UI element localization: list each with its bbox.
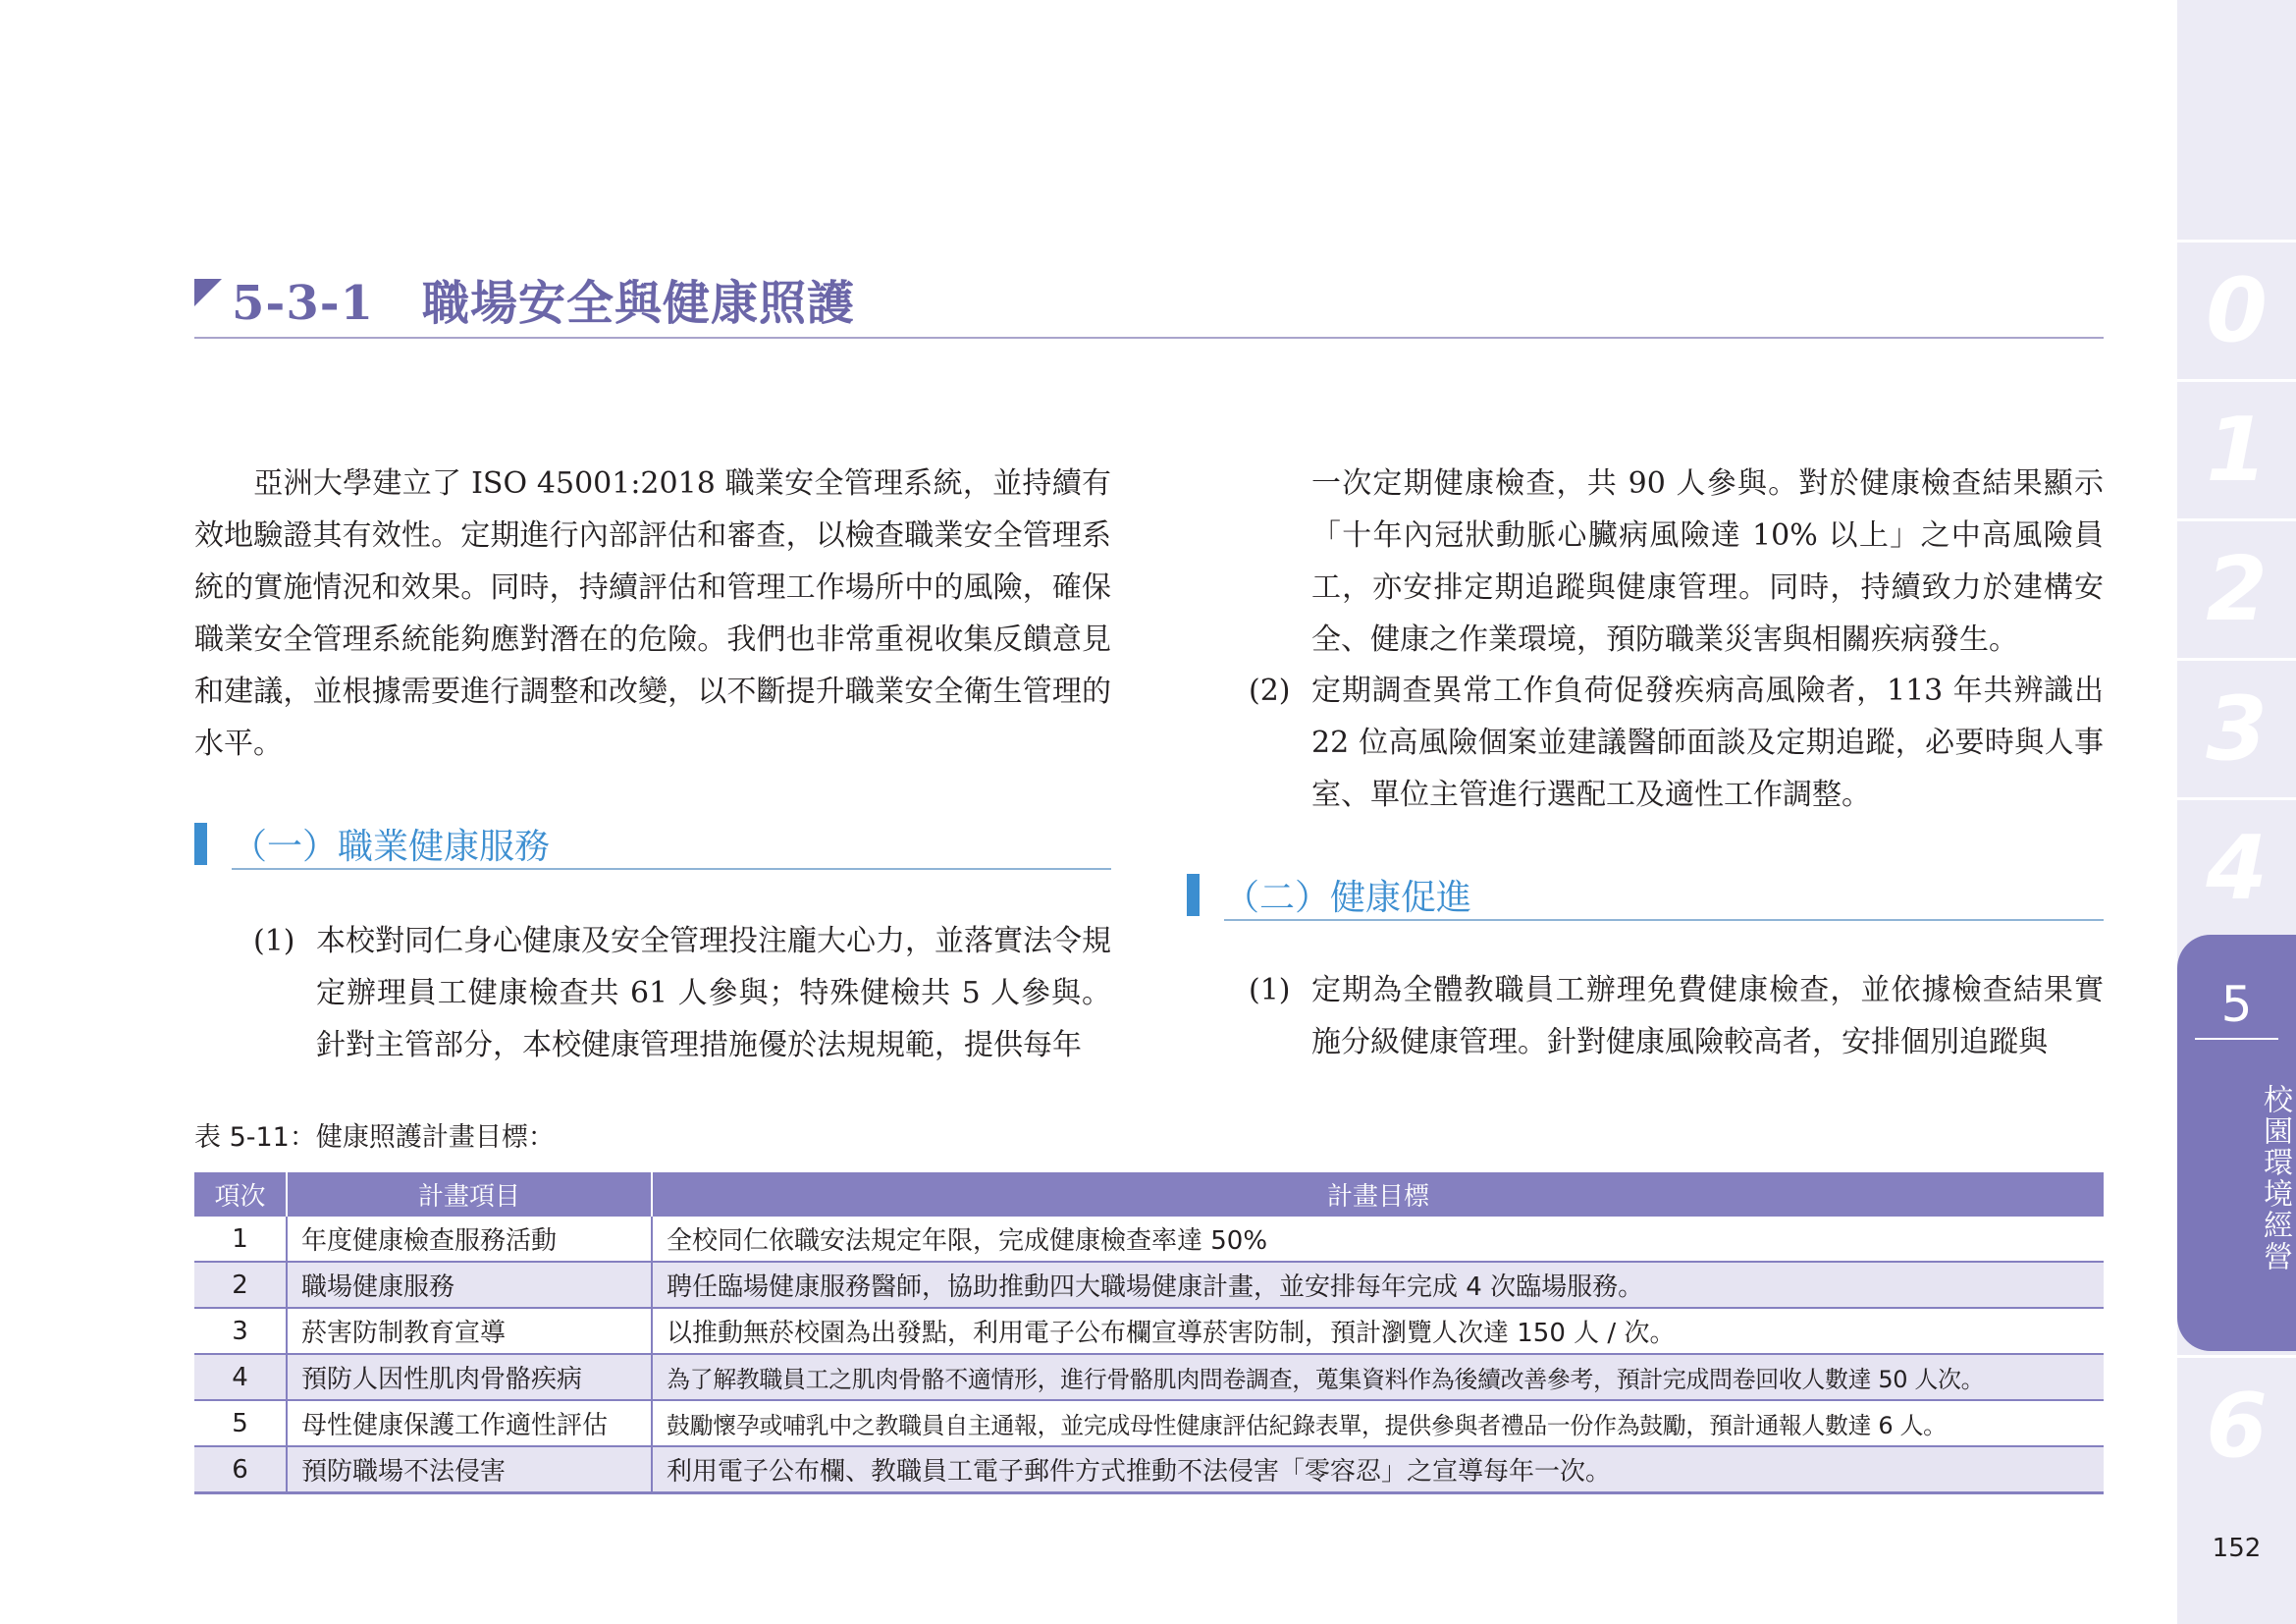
active-tab-divider <box>2195 1038 2278 1040</box>
triangle-marker-icon <box>194 279 222 306</box>
subsection-2-title: （二）健康促進 <box>1224 878 1472 918</box>
chapter-sidebar <box>2177 0 2296 1624</box>
item-text: 定期為全體教職員工辦理免費健康檢查，並依據檢查結果實施分級健康管理。針對健康風險較高者，安排個別追蹤與 <box>1311 973 2104 1059</box>
right-item-2 <box>1249 665 2104 822</box>
cell-item: 預防職場不法侵害 <box>287 1446 652 1493</box>
cell-item: 母性健康保護工作適性評估 <box>287 1400 652 1446</box>
chapter-tab-0[interactable] <box>2177 240 2296 380</box>
health-plan-table <box>194 1172 2104 1494</box>
chapter-tab-digit: 0 <box>2206 259 2268 362</box>
cell-no: 6 <box>194 1446 287 1493</box>
header-item-no: 項次 <box>194 1172 287 1217</box>
cell-goal: 以推動無菸校園為出發點，利用電子公布欄宣導菸害防制，預計瀏覽人次達 150 人 / 次。 <box>652 1308 2104 1354</box>
intro-text: 亞洲大學建立了 ISO 45001:2018 職業安全管理系統，並持續有效地驗證其有效性。定期進行內部評估和審查，以檢查職業安全管理系統的實施情況和效果。同時，持續評估和管理工作場所中的風險，確保職業安全管理系統能夠應對潛在的危險。我們也非常重視收集反饋意見和建議，並根據需要進行調整和改變，以不斷提升職業安全衛生管理的水平。 <box>194 466 1111 761</box>
subsection-2-item-1 <box>1249 964 2104 1072</box>
chapter-tab-digit: 2 <box>2206 538 2268 641</box>
chapter-tab-digit: 6 <box>2206 1375 2268 1478</box>
cell-item: 職場健康服務 <box>287 1262 652 1308</box>
cell-goal: 聘任臨場健康服務醫師，協助推動四大職場健康計畫，並安排每年完成 4 次臨場服務。 <box>652 1262 2104 1308</box>
cell-item: 菸害防制教育宣導 <box>287 1308 652 1354</box>
item-number: (2) <box>1249 674 1291 708</box>
subsection-1-item-1 <box>253 915 1111 1072</box>
cell-no: 2 <box>194 1262 287 1308</box>
item-text: 定期調查異常工作負荷促發疾病高風險者，113 年共辨識出 22 位高風險個案並建議醫師面談及定期追蹤，必要時與人事室、單位主管進行選配工及適性工作調整。 <box>1311 674 2104 812</box>
cell-no: 3 <box>194 1308 287 1354</box>
table-header-row <box>194 1172 2104 1217</box>
table-row <box>194 1446 2104 1493</box>
active-chapter-label: 校園環境經營 <box>2258 1084 2292 1272</box>
cell-goal: 為了解教職員工之肌肉骨骼不適情形，進行骨骼肌肉問卷調查，蒐集資料作為後續改善參考，預計完成問卷回收人數達 50 人次。 <box>652 1354 2104 1400</box>
item-number: (1) <box>253 924 295 958</box>
header-plan-goal: 計畫目標 <box>652 1172 2104 1217</box>
item-text: 本校對同仁身心健康及安全管理投注龐大心力，並落實法令規定辦理員工健康檢查共 61 人參與；特殊健檢共 5 人參與。針對主管部分，本校健康管理措施優於法規規範，提供每年 <box>316 924 1111 1062</box>
chapter-tab-1[interactable] <box>2177 379 2296 519</box>
cell-goal: 利用電子公布欄、教職員工電子郵件方式推動不法侵害「零容忍」之宣導每年一次。 <box>652 1446 2104 1493</box>
heading-bar-icon <box>194 823 207 865</box>
item-number: (1) <box>1249 973 1291 1007</box>
chapter-tab-5-active[interactable] <box>2177 935 2296 1351</box>
table-row <box>194 1308 2104 1354</box>
cell-no: 1 <box>194 1217 287 1262</box>
section-heading <box>194 263 2104 339</box>
subsection-1-title: （一）職業健康服務 <box>232 827 551 867</box>
table-caption: 表 5-11：健康照護計畫目標： <box>194 1122 555 1153</box>
subsection-1-heading <box>232 817 1111 870</box>
chapter-tab-2[interactable] <box>2177 518 2296 659</box>
subsection-2-heading <box>1224 868 2104 921</box>
header-plan-item: 計畫項目 <box>287 1172 652 1217</box>
cell-no: 4 <box>194 1354 287 1400</box>
cell-goal: 全校同仁依職安法規定年限，完成健康檢查率達 50% <box>652 1217 2104 1262</box>
cell-no: 5 <box>194 1400 287 1446</box>
chapter-tab-digit: 4 <box>2206 817 2268 920</box>
table-row <box>194 1262 2104 1308</box>
cell-goal: 鼓勵懷孕或哺乳中之教職員自主通報，並完成母性健康評估紀錄表單，提供參與者禮品一份作為鼓勵，預計通報人數達 6 人。 <box>652 1400 2104 1446</box>
right-continuation-paragraph: 一次定期健康檢查，共 90 人參與。對於健康檢查結果顯示「十年內冠狀動脈心臟病風險達 10% 以上」之中高風險員工，亦安排定期追蹤與健康管理。同時，持續致力於建構安全、健康之作業環境，預防職業災害與相關疾病發生。 <box>1311 466 2104 657</box>
cell-item: 年度健康檢查服務活動 <box>287 1217 652 1262</box>
cell-item: 預防人因性肌肉骨骼疾病 <box>287 1354 652 1400</box>
page-number: 152 <box>2212 1534 2262 1563</box>
chapter-tab-3[interactable] <box>2177 658 2296 798</box>
chapter-tab-4[interactable] <box>2177 797 2296 938</box>
intro-paragraph <box>194 458 1111 770</box>
table-row <box>194 1217 2104 1262</box>
chapter-tab-digit: 1 <box>2206 399 2268 502</box>
table-row <box>194 1400 2104 1446</box>
section-title: 5-3-1 職場安全與健康照護 <box>232 276 856 331</box>
table-row <box>194 1354 2104 1400</box>
heading-bar-icon <box>1187 874 1200 916</box>
active-chapter-number: 5 <box>2220 976 2253 1033</box>
chapter-tab-digit: 3 <box>2206 677 2268 781</box>
chapter-tab-6[interactable] <box>2177 1355 2296 1495</box>
